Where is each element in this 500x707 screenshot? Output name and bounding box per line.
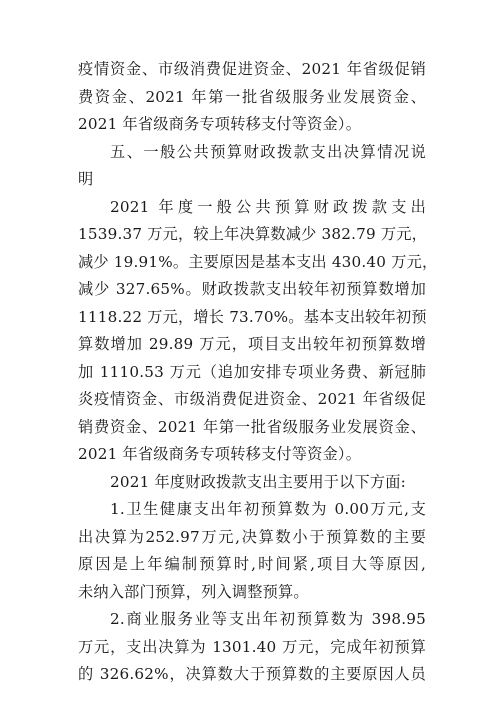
text-line: 疫情资金、市级消费促进资金、2021 年省级促销 (78, 60, 426, 78)
text-line: 原因是上年编制预算时,时间紧,项目大等原因, (78, 555, 426, 573)
text-line: 2021 年度财政拨款支出主要用于以下方面: (110, 472, 406, 491)
text-line: 1118.22 万元，增长 73.70%。基本支出较年初预 (78, 307, 427, 326)
text-line: 减少 19.91%。主要原因是基本支出 430.40 万元， (78, 252, 438, 271)
text-line: 1.卫生健康支出年初预算数为 0.00万元,支 (110, 500, 426, 518)
text-line: 销费资金、2021 年第一批省级服务业发展资金、 (78, 417, 426, 436)
paragraph-p5 (78, 606, 426, 689)
text-line: 减少 327.65%。财政拨款支出较年初预算数增加 (78, 280, 426, 298)
paragraph-p1 (78, 56, 426, 139)
text-line: 费资金、2021 年第一批省级服务业发展资金、 (78, 87, 426, 106)
text-line: 2021 年省级商务专项转移支付等资金）。 (78, 115, 362, 133)
paragraph-p3 (78, 469, 426, 497)
text-line: 五、一般公共预算财政拨款支出决算情况说 (110, 142, 426, 161)
text-line: 2021 年度一般公共预算财政拨款支出 (110, 197, 426, 216)
paragraph-p4 (78, 496, 426, 606)
text-line: 算数增加 29.89 万元，项目支出较年初预算数增 (78, 335, 426, 353)
document-page (78, 56, 438, 689)
text-line: 未纳入部门预算，列入调整预算。 (78, 582, 309, 601)
text-line: 万元，支出决算为 1301.40 万元，完成年初预算 (78, 637, 426, 656)
text-line: 加 1110.53 万元（追加安排专项业务费、新冠肺 (78, 362, 426, 381)
text-line: 2021 年省级商务专项转移支付等资金）。 (78, 445, 362, 463)
paragraph-heading5 (78, 139, 426, 194)
text-line: 炎疫情资金、市级消费促进资金、2021 年省级促 (78, 390, 426, 408)
text-line: 2.商业服务业等支出年初预算数为 398.95 (110, 610, 426, 628)
text-line: 的 326.62%，决算数大于预算数的主要原因人员 (78, 665, 426, 683)
text-line: 明 (78, 170, 94, 188)
text-line: 出决算为252.97万元,决算数小于预算数的主要 (78, 527, 426, 546)
paragraph-p2 (78, 194, 438, 469)
text-line: 1539.37 万元，较上年决算数减少 382.79 万元， (78, 225, 428, 243)
